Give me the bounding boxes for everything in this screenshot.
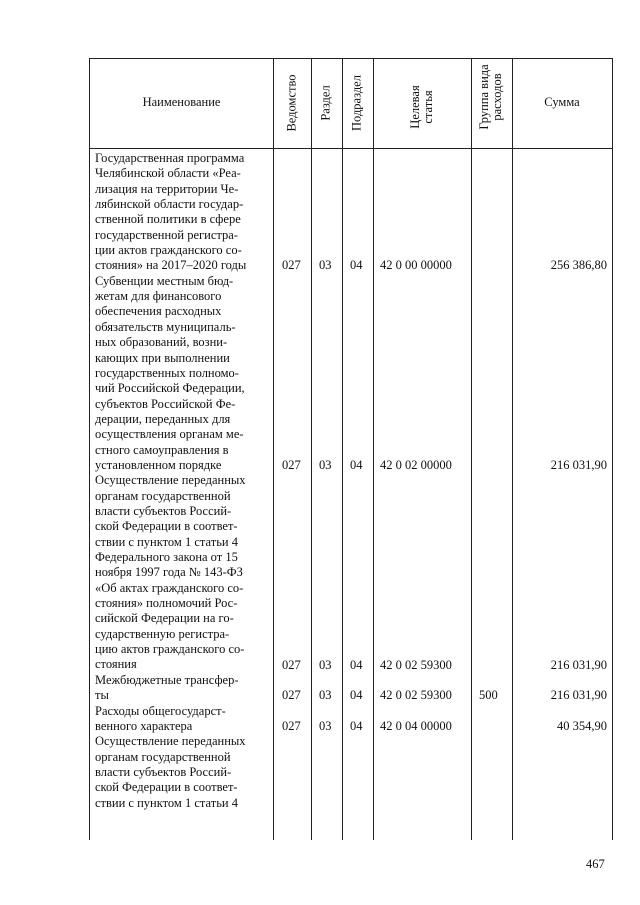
row-name-line: ственной политики в сфере — [95, 212, 241, 227]
row-name-line: органам государственной — [95, 749, 231, 764]
cell-vedomstvo: 027 — [282, 258, 301, 273]
row-name — [95, 704, 267, 735]
header-name: Наименование — [142, 95, 221, 109]
row-name-line: сийской Федерации на го- — [95, 611, 234, 626]
row-name-line: Межбюджетные трансфер- — [95, 672, 239, 687]
cell-razdel: 03 — [319, 657, 332, 672]
row-name-line: ствии с пунктом 1 статьи 4 — [95, 534, 238, 549]
cell-summa: 216 031,90 — [550, 688, 607, 703]
column-divider — [471, 59, 472, 840]
cell-vedomstvo: 027 — [282, 718, 301, 733]
cell-razdel: 03 — [319, 718, 332, 733]
cell-podrazdel: 04 — [350, 258, 363, 273]
row-name-line: государственных полномо- — [95, 365, 239, 380]
row-name-line: власти субъектов Россий- — [95, 764, 232, 779]
row-name — [95, 151, 267, 274]
row-name-line: ных образований, возни- — [95, 335, 228, 350]
row-name-line: Расходы общегосударст- — [95, 703, 226, 718]
row-name-line: власти субъектов Россий- — [95, 504, 232, 519]
budget-table — [89, 58, 613, 840]
row-name-line: стояния» на 2017–2020 годы — [95, 258, 247, 273]
cell-summa: 216 031,90 — [550, 458, 607, 472]
header-celevaya-line2: статья — [421, 90, 435, 124]
header-podrazdel: Подраздел — [349, 75, 364, 131]
header-summa: Сумма — [544, 95, 580, 109]
column-divider — [373, 59, 374, 840]
row-name-line: установленном порядке — [95, 457, 222, 472]
row-name-line: стояния — [95, 657, 137, 672]
row-name-line: органам государственной — [95, 488, 231, 503]
row-name-line: Субвенции местным бюд- — [95, 273, 234, 288]
row-name-line: государственной регистра- — [95, 227, 238, 242]
cell-gruppa: 500 — [479, 688, 498, 703]
row-name-line: Федерального закона от 15 — [95, 550, 238, 565]
column-divider — [342, 59, 343, 840]
cell-vedomstvo: 027 — [282, 458, 301, 472]
header-vedomstvo: Ведомство — [284, 74, 299, 132]
cell-summa: 40 354,90 — [557, 718, 607, 733]
header-gruppa — [478, 64, 504, 129]
cell-razdel: 03 — [319, 258, 332, 273]
cell-podrazdel: 04 — [350, 718, 363, 733]
row-name-line: обеспечения расходных — [95, 304, 222, 319]
row-name-line: лябинской области государ- — [95, 197, 244, 212]
row-name-line: ской Федерации в соответ- — [95, 519, 238, 534]
row-name-line: жетам для финансового — [95, 289, 222, 304]
cell-razdel: 03 — [319, 688, 332, 703]
cell-podrazdel: 04 — [350, 657, 363, 672]
cell-celevaya: 42 0 02 59300 — [380, 688, 452, 703]
cell-podrazdel: 04 — [350, 688, 363, 703]
cell-summa: 216 031,90 — [550, 657, 607, 672]
cell-podrazdel: 04 — [350, 458, 363, 472]
row-name-line: Челябинской области «Реа- — [95, 166, 241, 181]
row-name-line: осуществления органам ме- — [95, 427, 244, 442]
header-razdel: Раздел — [318, 85, 333, 121]
header-celevaya-line1: Целевая — [408, 85, 422, 129]
cell-vedomstvo: 027 — [282, 688, 301, 703]
row-name-line: обязательств муниципаль- — [95, 319, 236, 334]
cell-celevaya: 42 0 02 00000 — [380, 458, 452, 472]
cell-razdel: 03 — [319, 458, 332, 472]
row-name — [95, 734, 267, 811]
header-gruppa-line2: расходов — [490, 73, 504, 121]
row-name — [95, 673, 267, 704]
row-name-line: ноября 1997 года № 143-ФЗ — [95, 565, 243, 580]
row-name-line: цию актов гражданского со- — [95, 642, 245, 657]
column-divider — [512, 59, 513, 840]
row-name-line: ты — [95, 688, 109, 703]
row-name-line: Осуществление переданных — [95, 734, 246, 749]
row-name-line: ции актов гражданского со- — [95, 243, 242, 258]
row-name-line: сударственную регистра- — [95, 626, 230, 641]
cell-celevaya: 42 0 00 00000 — [380, 258, 452, 273]
cell-celevaya: 42 0 04 00000 — [380, 718, 452, 733]
column-divider — [273, 59, 274, 840]
header-celevaya — [409, 85, 435, 128]
row-name-line: чий Российской Федерации, — [95, 381, 245, 396]
row-name-line: Осуществление переданных — [95, 473, 246, 488]
page-number: 467 — [586, 857, 605, 871]
row-name-line: кающих при выполнении — [95, 350, 230, 365]
cell-celevaya: 42 0 02 59300 — [380, 657, 452, 672]
column-divider — [612, 59, 613, 840]
cell-vedomstvo: 027 — [282, 657, 301, 672]
row-name-line: «Об актах гражданского со- — [95, 580, 244, 595]
row-name-line: ской Федерации в соответ- — [95, 780, 238, 795]
row-name-line: дерации, переданных для — [95, 411, 231, 426]
row-name — [95, 274, 267, 473]
header-divider — [90, 148, 613, 149]
row-name-line: Государственная программа — [95, 151, 245, 165]
cell-summa: 256 386,80 — [550, 258, 607, 273]
row-name-line: лизация на территории Че- — [95, 181, 239, 196]
row-name-line: ствии с пунктом 1 статьи 4 — [95, 795, 238, 810]
header-gruppa-line1: Группа вида — [477, 64, 491, 130]
row-name-line: стояния» полномочий Рос- — [95, 596, 238, 611]
column-divider — [311, 59, 312, 840]
row-name-line: венного характера — [95, 718, 193, 733]
row-name — [95, 473, 267, 672]
row-name-line: субъектов Российской Фе- — [95, 396, 236, 411]
row-name-line: стного самоуправления в — [95, 442, 229, 457]
